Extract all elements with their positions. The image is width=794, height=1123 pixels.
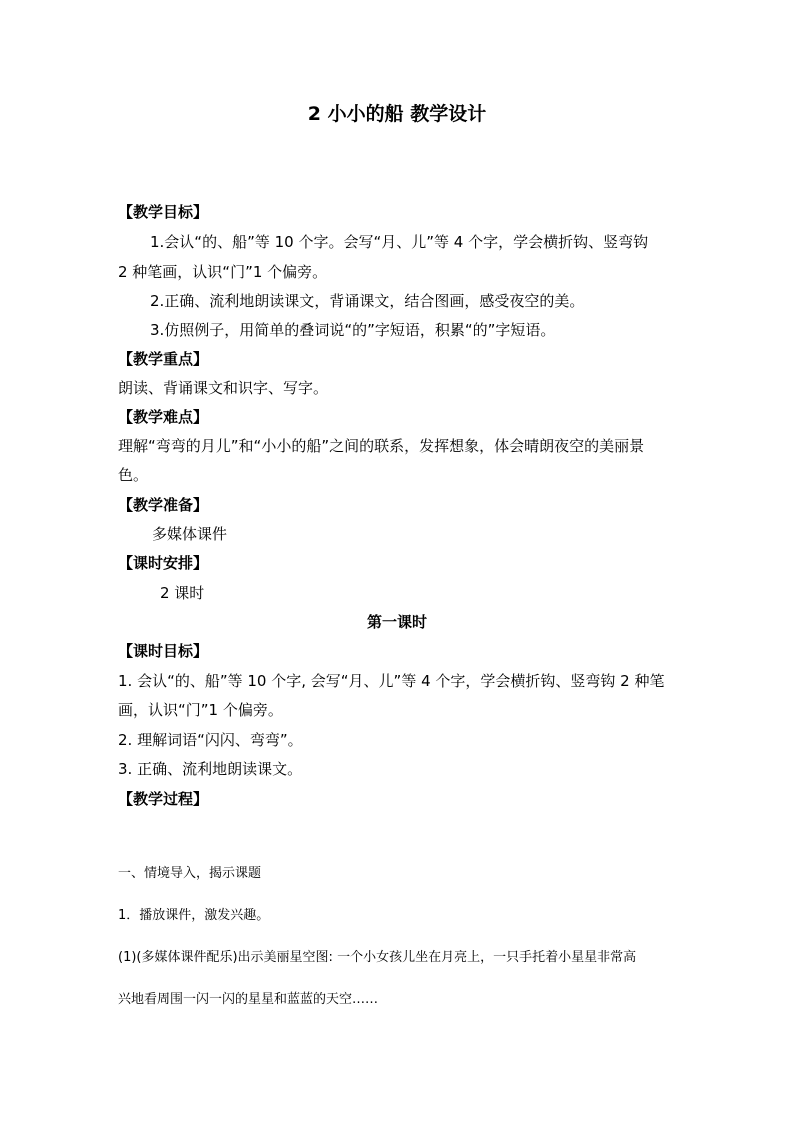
goal-2: 2.正确、流利地朗读课文，背诵课文，结合图画，感受夜空的美。 (150, 292, 585, 310)
goals-heading: 【教学目标】 (118, 203, 209, 221)
focus-text: 朗读、背诵课文和识字、写字。 (118, 379, 329, 397)
difficulty-line-2: 色。 (118, 466, 149, 484)
step-1: 一、情境导入，揭示课题 (118, 866, 262, 881)
lesson-goal-2: 2. 理解词语“闪闪、弯弯”。 (118, 731, 303, 749)
lesson-1-title: 第一课时 (366, 613, 427, 631)
difficulty-heading: 【教学难点】 (118, 408, 209, 426)
goal-3: 3.仿照例子，用简单的叠词说“的”字短语，积累“的”字短语。 (150, 321, 556, 339)
lesson-goal-1-line-1: 1. 会认“的、船”等 10 个字, 会写“月、儿”等 4 个字，学会横折钩、竖弯钩 2 种笔 (118, 672, 665, 690)
lesson-goals-heading: 【课时目标】 (118, 642, 209, 660)
focus-heading: 【教学重点】 (118, 350, 209, 368)
document-title: 2 小小的船 教学设计 (307, 103, 487, 125)
schedule-text: 2 课时 (160, 584, 205, 602)
step-1-1-line-1: (1)(多媒体课件配乐)出示美丽星空图: 一个小女孩儿坐在月亮上，一只手托着小星星非常高 (118, 950, 637, 965)
lesson-goal-1-line-2: 画，认识“门”1 个偏旁。 (118, 701, 283, 719)
prep-heading: 【教学准备】 (118, 496, 209, 514)
prep-text: 多媒体课件 (152, 525, 228, 543)
lesson-goal-3: 3. 正确、流利地朗读课文。 (118, 760, 303, 778)
step-1-1: 1．播放课件，激发兴趣。 (118, 908, 270, 923)
process-heading: 【教学过程】 (118, 790, 209, 808)
schedule-heading: 【课时安排】 (118, 554, 209, 572)
goal-1-line-2: 2 种笔画，认识“门”1 个偏旁。 (118, 263, 328, 281)
step-1-1-line-2: 兴地看周围一闪一闪的星星和蓝蓝的天空…… (118, 992, 379, 1007)
difficulty-line-1: 理解“弯弯的月儿”和“小小的船”之间的联系，发挥想象，体会晴朗夜空的美丽景 (118, 437, 645, 455)
goal-1-line-1: 1.会认“的、船”等 10 个字。会写“月、儿”等 4 个字，学会横折钩、竖弯钩 (150, 233, 649, 251)
